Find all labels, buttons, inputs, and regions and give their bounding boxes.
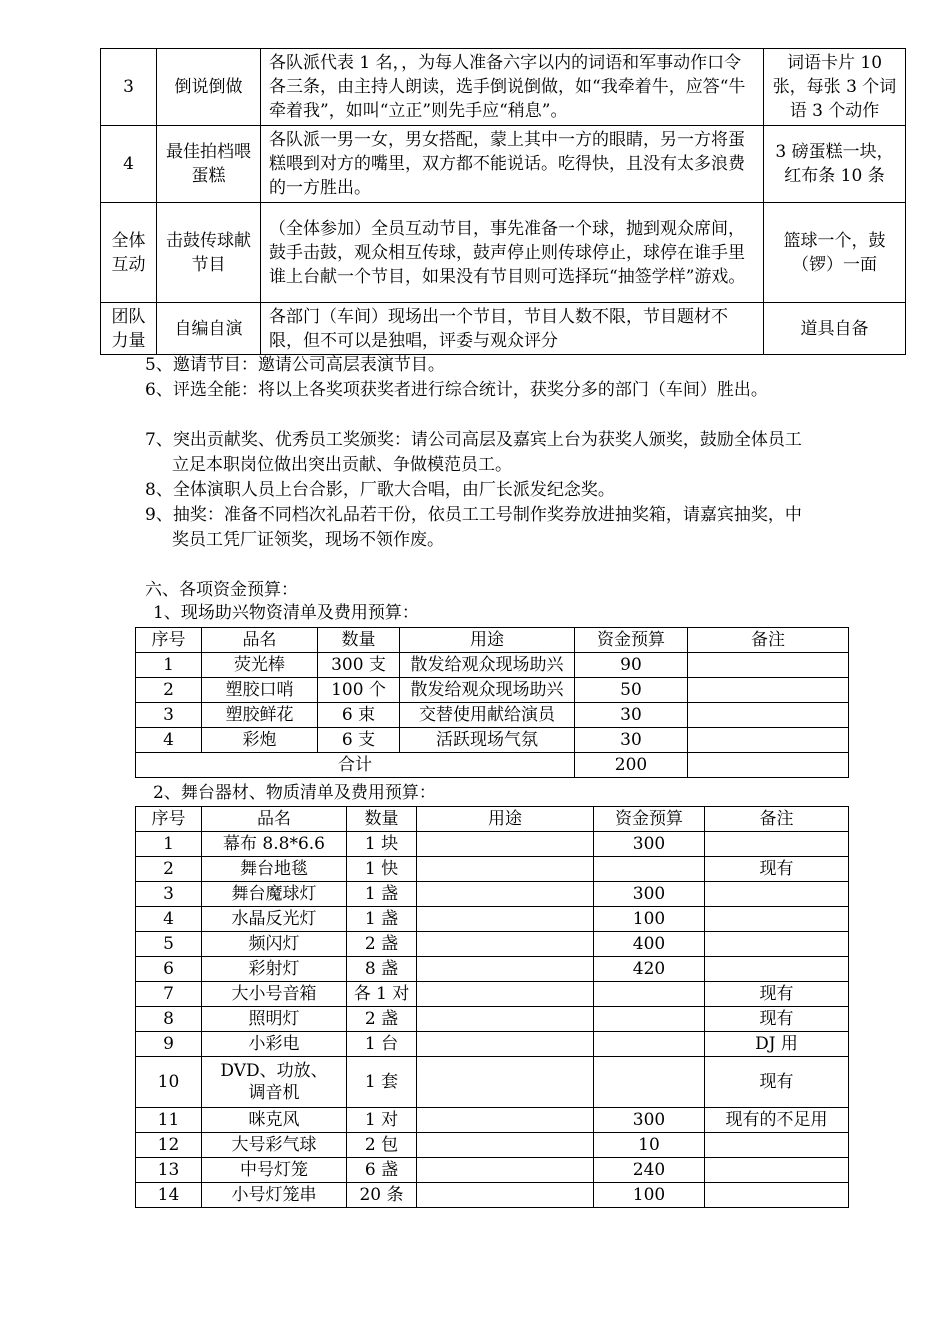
cell: 100 [594, 907, 705, 932]
table-row [136, 1158, 849, 1183]
total-row [136, 753, 849, 778]
activity-name: 倒说倒做 [157, 49, 261, 126]
table-row [136, 1183, 849, 1208]
cell: 50 [575, 678, 688, 703]
cell: 1 盏 [347, 882, 417, 907]
cell: 300 [594, 832, 705, 857]
cell: 幕布 8.8*6.6 [202, 832, 347, 857]
cell: 1 台 [347, 1032, 417, 1057]
cell: 30 [575, 703, 688, 728]
cell [705, 832, 849, 857]
col-header: 序号 [136, 628, 202, 653]
cell: 中号灯笼 [202, 1158, 347, 1183]
cell [705, 882, 849, 907]
cell: 4 [136, 728, 202, 753]
cell: 照明灯 [202, 1007, 347, 1032]
table-row [136, 1108, 849, 1133]
list-item: 7、突出贡献奖、优秀员工奖颁奖：请公司高层及嘉宾上台为获奖人颁奖，鼓励全体员工立足本职岗位做出突出贡献、争做模范员工。 [145, 430, 802, 475]
cell: 100 个 [318, 678, 400, 703]
cell: 240 [594, 1158, 705, 1183]
cell: 舞台魔球灯 [202, 882, 347, 907]
cell: 90 [575, 653, 688, 678]
cell: 10 [594, 1133, 705, 1158]
activity-no: 3 [101, 49, 157, 126]
activity-props: 词语卡片 10 张，每张 3 个词语 3 个动作 [764, 49, 906, 126]
activity-no: 4 [101, 126, 157, 203]
cell: 现有的不足用 [705, 1108, 849, 1133]
cell: 4 [136, 907, 202, 932]
table-row [101, 49, 906, 126]
cell [688, 753, 849, 778]
activity-desc: （全体参加）全员互动节目，事先准备一个球，抛到观众席间，鼓手击鼓，观众相互传球，鼓声停止则传球停止，球停在谁手里谁上台献一个节目，如果没有节目则可选择玩“抽签学样”游戏。 [261, 203, 764, 303]
cell: 10 [136, 1057, 202, 1108]
cell: 3 [136, 882, 202, 907]
cell [688, 728, 849, 753]
cell: 1 快 [347, 857, 417, 882]
col-header: 品名 [202, 628, 318, 653]
cell [417, 1007, 594, 1032]
col-header: 备注 [705, 807, 849, 832]
cell: 1 对 [347, 1108, 417, 1133]
cell [417, 932, 594, 957]
cell: 交替使用献给演员 [400, 703, 575, 728]
cell: 各 1 对 [347, 982, 417, 1007]
col-header: 序号 [136, 807, 202, 832]
cell: 7 [136, 982, 202, 1007]
cell [417, 1032, 594, 1057]
cell [594, 982, 705, 1007]
cell: 3 [136, 703, 202, 728]
list-item: 5、邀请节目：邀请公司高层表演节目。 [145, 355, 445, 375]
cell: 现有 [705, 1007, 849, 1032]
cell: 大号彩气球 [202, 1133, 347, 1158]
list-item: 8、全体演职人员上台合影，厂歌大合唱，由厂长派发纪念奖。 [145, 480, 615, 500]
total-label: 合计 [136, 753, 575, 778]
cell: 20 条 [347, 1183, 417, 1208]
cell: DVD、功放、调音机 [202, 1057, 347, 1108]
table-row [136, 957, 849, 982]
budget1-title: 1、现场助兴物资清单及费用预算： [153, 603, 419, 623]
cell: 1 块 [347, 832, 417, 857]
cell: 6 [136, 957, 202, 982]
table-row [136, 1133, 849, 1158]
table-row [101, 126, 906, 203]
cell: 8 [136, 1007, 202, 1032]
cell: 30 [575, 728, 688, 753]
table-row [136, 907, 849, 932]
table-row [101, 203, 906, 303]
cell [705, 907, 849, 932]
activity-desc: 各队派一男一女，男女搭配，蒙上其中一方的眼睛，另一方将蛋糕喂到对方的嘴里，双方都不能说话。吃得快，且没有太多浪费的一方胜出。 [261, 126, 764, 203]
cell [594, 1057, 705, 1108]
cell: 现有 [705, 1057, 849, 1108]
cell [705, 1158, 849, 1183]
col-header: 用途 [400, 628, 575, 653]
cell: 9 [136, 1032, 202, 1057]
cell [594, 857, 705, 882]
budget2-table [135, 806, 849, 1208]
activity-props: 道具自备 [764, 303, 906, 355]
cell: 散发给观众现场助兴 [400, 678, 575, 703]
activity-props: 3 磅蛋糕一块，红布条 10 条 [764, 126, 906, 203]
activity-name: 最佳拍档喂蛋糕 [157, 126, 261, 203]
total-value: 200 [575, 753, 688, 778]
cell [417, 832, 594, 857]
cell: 100 [594, 1183, 705, 1208]
table-row [136, 857, 849, 882]
cell: 塑胶鲜花 [202, 703, 318, 728]
cell: 1 [136, 653, 202, 678]
cell: 1 套 [347, 1057, 417, 1108]
cell: 300 [594, 882, 705, 907]
cell: 2 包 [347, 1133, 417, 1158]
table-row [136, 982, 849, 1007]
col-header: 备注 [688, 628, 849, 653]
table-row [136, 728, 849, 753]
cell [417, 1133, 594, 1158]
cell: 420 [594, 957, 705, 982]
cell [705, 957, 849, 982]
cell: 12 [136, 1133, 202, 1158]
cell: 现有 [705, 857, 849, 882]
cell: 现有 [705, 982, 849, 1007]
table-row [136, 932, 849, 957]
cell [705, 1183, 849, 1208]
cell: 300 支 [318, 653, 400, 678]
cell: 14 [136, 1183, 202, 1208]
cell [688, 678, 849, 703]
table-row [136, 1007, 849, 1032]
cell [417, 857, 594, 882]
activity-no: 全体互动 [101, 203, 157, 303]
cell: 2 盏 [347, 1007, 417, 1032]
table-header-row [136, 807, 849, 832]
cell [705, 932, 849, 957]
cell: 300 [594, 1108, 705, 1133]
cell: 频闪灯 [202, 932, 347, 957]
list-item: 6、评选全能：将以上各奖项获奖者进行综合统计，获奖分多的部门（车间）胜出。 [145, 380, 768, 400]
budget1-table [135, 627, 849, 778]
cell [417, 907, 594, 932]
cell: 散发给观众现场助兴 [400, 653, 575, 678]
cell [417, 1108, 594, 1133]
list-item: 9、抽奖：准备不同档次礼品若干份，依员工工号制作奖券放进抽奖箱，请嘉宾抽奖，中奖员工凭厂证领奖，现场不领作废。 [145, 505, 802, 550]
section-heading: 六、各项资金预算： [145, 580, 298, 600]
cell: 6 支 [318, 728, 400, 753]
col-header: 数量 [318, 628, 400, 653]
cell: 2 [136, 678, 202, 703]
activity-props: 篮球一个，鼓（锣）一面 [764, 203, 906, 303]
cell [594, 1032, 705, 1057]
activity-no: 团队力量 [101, 303, 157, 355]
table-row [136, 832, 849, 857]
activity-name: 击鼓传球献节目 [157, 203, 261, 303]
col-header: 品名 [202, 807, 347, 832]
table-row [136, 1032, 849, 1057]
cell [417, 1183, 594, 1208]
cell: 彩射灯 [202, 957, 347, 982]
cell: 400 [594, 932, 705, 957]
cell [417, 1158, 594, 1183]
table-row [136, 1057, 849, 1108]
cell: 小号灯笼串 [202, 1183, 347, 1208]
cell [688, 653, 849, 678]
cell: 5 [136, 932, 202, 957]
cell [705, 1133, 849, 1158]
cell [417, 957, 594, 982]
col-header: 资金预算 [575, 628, 688, 653]
cell: 大小号音箱 [202, 982, 347, 1007]
cell: 13 [136, 1158, 202, 1183]
cell: 咪克风 [202, 1108, 347, 1133]
cell: 11 [136, 1108, 202, 1133]
cell [594, 1007, 705, 1032]
table-row [136, 703, 849, 728]
activity-desc: 各部门（车间）现场出一个节目，节目人数不限，节目题材不限，但不可以是独唱，评委与观众评分 [261, 303, 764, 355]
table-row [136, 882, 849, 907]
col-header: 资金预算 [594, 807, 705, 832]
cell [417, 882, 594, 907]
cell: 舞台地毯 [202, 857, 347, 882]
cell: 8 盏 [347, 957, 417, 982]
cell: 1 盏 [347, 907, 417, 932]
table-row [136, 678, 849, 703]
cell: 6 束 [318, 703, 400, 728]
cell [417, 1057, 594, 1108]
cell: 2 [136, 857, 202, 882]
cell: 荧光棒 [202, 653, 318, 678]
cell: 2 盏 [347, 932, 417, 957]
table-row [136, 653, 849, 678]
cell: 活跃现场气氛 [400, 728, 575, 753]
activity-desc: 各队派代表 1 名，，为每人准备六字以内的词语和军事动作口令各三条，由主持人朗读，选手倒说倒做，如“我牵着牛，应答“牛牵着我”，如叫“立正”则先手应“稍息”。 [261, 49, 764, 126]
cell: 水晶反光灯 [202, 907, 347, 932]
cell: 6 盏 [347, 1158, 417, 1183]
cell: 小彩电 [202, 1032, 347, 1057]
cell [688, 703, 849, 728]
cell: DJ 用 [705, 1032, 849, 1057]
table-row [101, 303, 906, 355]
cell: 1 [136, 832, 202, 857]
cell [417, 982, 594, 1007]
cell: 塑胶口哨 [202, 678, 318, 703]
cell: 彩炮 [202, 728, 318, 753]
activity-table [100, 48, 906, 355]
col-header: 数量 [347, 807, 417, 832]
budget2-title: 2、舞台器材、物质清单及费用预算： [153, 783, 436, 803]
activity-name: 自编自演 [157, 303, 261, 355]
table-header-row [136, 628, 849, 653]
col-header: 用途 [417, 807, 594, 832]
